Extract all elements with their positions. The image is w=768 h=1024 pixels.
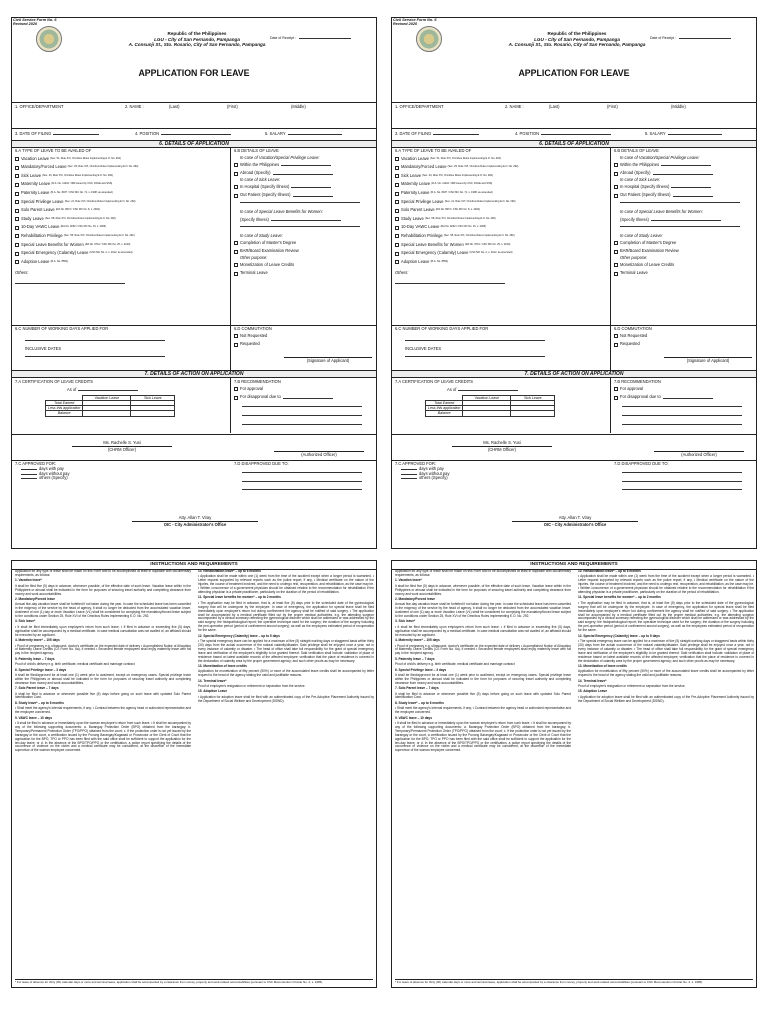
instructions-intro: Application for any type of leave shall be made on this Form and to be accomplished at least in duplicate with documentary requirements, as follows: — [395, 569, 571, 577]
office-field[interactable]: 1. OFFICE/DEPARTMENT — [15, 104, 64, 109]
row-date-position-salary — [392, 128, 756, 140]
requested-checkbox[interactable]: Requested — [234, 340, 376, 349]
date-of-receipt[interactable]: Date of Receipt : — [650, 36, 731, 40]
leave-type-checkbox[interactable]: Adoption Leave (R.A. No. 8552) — [395, 258, 608, 267]
instruction-heading: 11. Special leave benefits for women* – up to 2 months — [578, 595, 661, 600]
instruction-text: Annual five-day vacation leave shall be forfeited if not taken during the year. In case the scheduled leave has been cancelled in the exigency of the service by the head of agency, it shall no longer be deducted from the accumulated vacation leave. Availment of one (1) day or more Vacation Leave (VL) shall be considered for complying the mandatory/forced leave subject to the conditions under Section 25, Rule XVI of the Omnibus Rules Implementing E.O. No. 292. — [15, 602, 191, 619]
terminal-leave-checkbox[interactable]: Terminal Leave — [614, 270, 756, 279]
applicant-signature[interactable]: (Signature of Applicant) — [284, 357, 372, 364]
instruction-text: Proof of employee's resignation or retirement or separation from the service. — [578, 684, 686, 689]
instruction-heading: 3. Sick leave* — [15, 619, 36, 624]
row-office-name: 1. OFFICE/DEPARTMENT 2. NAME : (Last) (First) (Middle) — [392, 102, 756, 117]
form-title: APPLICATION FOR LEAVE — [518, 68, 630, 78]
instruction-text: • It shall be filed in advance or immediately upon the woman employee's return from such leave. • It shall be accompanied by any of the following supporting documents: a. Barangay Protection Order (BPO) obtained from the barangay; b. Temporary/Permanent Protection Order (TPO/PPO) obtained from the court; c. If the protection order is not yet issued by the barangay or the court, a certification issued by the Punong Barangay/Kagawad or Prosecutor or the Clerk of Court that the application for the BPO, TPO or PPO has been filed with the said office shall be sufficient to support the application for the ten-day leave; or d. In the absence of the BPO/TPO/PPO or the certification, a police report specifying the details of the occurrence of violence on the victim and a medical certificate may be considered, at the discretion of the immediate supervisor of the woman employee concerned. — [395, 721, 571, 753]
instruction-heading: 2. Mandatory/Forced leave — [15, 596, 56, 601]
instruction-text: Annual five-day vacation leave shall be forfeited if not taken during the year. In case the scheduled leave has been cancelled in the exigency of the service by the head of agency, it shall no longer be deducted from the accumulated vacation leave. Availment of one (1) day or more Vacation Leave (VL) shall be considered for complying the mandatory/forced leave subject to the conditions under Section 25, Rule XVI of the Omnibus Rules Implementing E.O. No. 292. — [395, 602, 571, 619]
instruction-heading: 4. Maternity leave* – 105 days — [395, 638, 440, 643]
disapproved-due-to: 7.D DISAPPROVED DUE TO: — [234, 462, 376, 492]
leave-type-checkbox[interactable]: Special Emergency (Calamity) Leave (CSC MC No. 2, s. 2012, as amended) — [15, 249, 228, 258]
masters-degree-checkbox[interactable]: Completion of Master's Degree — [614, 239, 756, 248]
instruction-heading: 2. Mandatory/Forced leave — [395, 596, 436, 601]
instructions-intro: Application for any type of leave shall be made on this Form and to be accomplished at least in duplicate with documentary requirements, as follows: — [15, 569, 191, 577]
instruction-heading: 10. Rehabilitation leave* – up to 6 months — [578, 569, 641, 573]
name-field[interactable]: 2. NAME : — [125, 104, 144, 109]
instruction-heading: 1. Vacation leave* — [395, 578, 422, 583]
applicant-signature[interactable]: (Signature of Applicant) — [664, 357, 752, 364]
section-details-band: 6. DETAILS OF APPLICATION — [12, 140, 376, 148]
approved-for: 7.C APPROVED FOR: days with pay days without pay others (Specify) — [15, 461, 70, 481]
within-philippines-checkbox[interactable]: Within the Philippines — [234, 161, 376, 170]
instructions-title: INSTRUCTIONS AND REQUIREMENTS — [12, 561, 376, 570]
instruction-text: • Proof of pregnancy e.g. ultrasound, doctor's certificate on the expected date of delivery • Accomplished Notice of Allocation of Maternity Leave Credits (CS Form No. 6a), if needed • Seconded female employees shall enjoy maternity leave with full pay in the recipient agency. — [395, 643, 571, 656]
leave-type-checkbox[interactable]: Mandatory/Forced Leave (Sec. 25, Rule XVI, Omnibus Rules Implementing E.O. No. 292) — [15, 163, 228, 172]
leave-type-checkbox[interactable]: Vacation Leave (Sec. 51, Rule XVI, Omnibus Rules Implementing E.O. No. 292) — [15, 155, 228, 164]
leave-type-checkbox[interactable]: Maternity Leave (R.A. No. 11210 / IRR issued by CSC, DOLE and SSS) — [395, 181, 608, 190]
leave-details: 6.B DETAILS OF LEAVE In case of Vacation/Special Privilege Leave: Within the Philippines Abroad (Specify) In case of Sick Leave: In Hospital (Specify Illness) Out Patient (Specify Illness) In case of Special Leave Benefits for Women: (Specify Illness) In case of Study Leave: Completion of Master's Degree BAR/Board Examination Review Other purpose: Monetization of Leave Credits Terminal Leave — [234, 149, 376, 278]
leave-type-list: 6.A TYPE OF LEAVE TO BE AVAILED OF Vacation Leave (Sec. 51, Rule XVI, Omnibus Rules Implementing E.O. No. 292) Mandatory/Forced Leave (Sec. 25, Rule XVI, Omnibus Rules Implementing E.O. No. 292) Sick Leave (Sec. 43, Rule XVI, Omnibus Rules Implementing E.O. No. 292) Maternity Leave (R.A. No. 11210 / IRR issued by CSC, DOLE and SSS) Paternity Leave (R.A. No. 8187 / CSC MC No. 71, s. 1998, as amended) Special Privilege Leave (Sec. 21, Rule XVI, Omnibus Rules Implementing E.O. No. 292) Solo Parent Leave (RA No. 8972 / CSC MC No. 8, s. 2004) Study Leave (Sec. 68, Rule XVI, Omnibus Rules Implementing E.O. No. 292) 10-Day VAWC Leave (RA No. 9262 / CSC MC No. 15, s. 2005) Rehabilitation Privilege (Sec. 55, Rule XVI, Omnibus Rules Implementing E.O. No. 292) Special Leave Benefits for Women (RA No. 9710 / CSC MC No. 25, s. 2010) Special Emergency (Calamity) Leave (CSC MC No. 2, s. 2012, as amended) Adoption Leave (R.A. No. 8552) Others: — [395, 149, 608, 286]
leave-type-checkbox[interactable]: Sick Leave (Sec. 43, Rule XVI, Omnibus Rules Implementing E.O. No. 292) — [395, 172, 608, 181]
working-days: 6.C NUMBER OF WORKING DAYS APPLIED FOR INCLUSIVE DATES — [15, 327, 228, 359]
instruction-heading: 14. Terminal leave* — [578, 678, 607, 683]
city-seal-icon — [416, 26, 442, 52]
instruction-heading: 6. Special Privilege leave – 3 days — [395, 667, 447, 672]
out-patient-checkbox[interactable]: Out Patient (Specify Illness) — [234, 191, 376, 200]
name-field[interactable]: 2. NAME : — [505, 104, 524, 109]
instruction-text: Proof of child's delivery e.g. birth certificate, medical certificate and marriage contract — [15, 662, 135, 667]
agency-header: Republic of the Philippines LGU - City of San Fernando, Pampanga A. Consunji St., Sto. Rosario, City of San Fernando, Pampanga — [508, 31, 646, 48]
authorized-officer-signature: (Authorized Officer) — [274, 451, 364, 458]
leave-type-checkbox[interactable]: 10-Day VAWC Leave (RA No. 9262 / CSC MC No. 15, s. 2005) — [395, 224, 608, 233]
instruction-text: • Shall meet the agency's internal requirements, if any; • Contract between the agency head or authorized representative and the employee concerned. — [395, 706, 571, 715]
instructions-footnote: * For leave of absence for thirty (30) calendar days or more and terminal leave, application shall be accompanied by a clearance from money, property and work-related accountabilities (pursuant to CSC Memorandum Circular No. 2, s. 1985). — [15, 979, 373, 985]
row-office-name: 1. OFFICE/DEPARTMENT 2. NAME : (Last) (First) (Middle) — [12, 102, 376, 117]
leave-credits-table: Vacation Leave Sick Leave Total Earned Less this application Balance — [425, 395, 555, 417]
instruction-text: • The special emergency leave can be applied for a maximum of five (5) straight working days or staggered basis within thirty (30) days from the actual occurrence of the natural calamity/disaster. Said privilege shall be enjoyed once a year, not in every instance of calamity or disaster. • The head of office shall take full responsibility for the grant of special emergency leave and verification of the employee's eligibility to be granted thereof. Said verification shall include: validation of place of residence based on latest available records of the affected employee; verification that the place of residence is covered in the declaration of calamity area by the proper government agency; and such other proofs as may be necessary. — [198, 639, 374, 663]
monetization-checkbox[interactable]: Monetization of Leave Credits — [614, 261, 756, 270]
instruction-text: • It shall be filed in advance or immediately upon the woman employee's return from such leave. • It shall be accompanied by any of the following supporting documents: a. Barangay Protection Order (BPO) obtained from the barangay; b. Temporary/Permanent Protection Order (TPO/PPO) obtained from the court; c. If the protection order is not yet issued by the barangay or the court, a certification issued by the Punong Barangay/Kagawad or Prosecutor or the Clerk of Court that the application for the BPO, TPO or PPO has been filed with the said office shall be sufficient to support the application for the ten-day leave; or d. In the absence of the BPO/TPO/PPO or the certification, a police report specifying the details of the occurrence of violence on the victim and a medical certificate may be considered, at the discretion of the immediate supervisor of the woman employee concerned. — [15, 721, 191, 753]
section-action-band: 7. DETAILS OF ACTION ON APPLICATION — [392, 370, 756, 378]
leave-type-checkbox[interactable]: Sick Leave (Sec. 43, Rule XVI, Omnibus Rules Implementing E.O. No. 292) — [15, 172, 228, 181]
instruction-text: It shall be filed five (5) days in advance, whenever possible, of the effective date of such leave. Vacation leave within in the Philippines or abroad shall be indicated in the form for purposes of securing travel authority and completing clearance from money and work accountabilities. — [15, 583, 191, 596]
instruction-heading: 13. Monetization of leave credits — [198, 663, 247, 668]
bar-review-checkbox[interactable]: BAR/Board Examination Review — [234, 248, 376, 257]
instruction-heading: 14. Terminal leave* — [198, 678, 227, 683]
instruction-heading: 7. Solo Parent leave – 7 days — [15, 686, 59, 691]
recommendation: 7.B RECOMMENDATION For approval For disapproval due to — [614, 380, 756, 427]
instruction-heading: 10. Rehabilitation leave* – up to 6 months — [198, 569, 261, 573]
leave-type-checkbox[interactable]: Adoption Leave (R.A. No. 8552) — [15, 258, 228, 267]
approved-for: 7.C APPROVED FOR: days with pay days without pay others (Specify) — [395, 461, 450, 481]
out-patient-checkbox[interactable]: Out Patient (Specify Illness) — [614, 191, 756, 200]
within-philippines-checkbox[interactable]: Within the Philippines — [614, 161, 756, 170]
instruction-heading: 9. VAWC leave – 10 days — [15, 715, 52, 720]
instruction-text: • Application shall be made within one (1) week from the time of the accident except when a longer period is warranted. • Letter request supported by relevant reports such as the police report, if any, • Medical certificate on the nature of the injuries, the course of treatment involved, and the need to undergo rest, recuperation, and rehabilitation, as the case may be. • Written concurrence of a government physician should be obtained relative to the recommendation for rehabilitation if the attending physician is a private practitioner, particularly on the duration of the period of rehabilitation. — [578, 574, 754, 595]
instruction-heading: 9. VAWC leave – 10 days — [395, 715, 432, 720]
leave-type-checkbox[interactable]: Special Leave Benefits for Women (RA No. 9710 / CSC MC No. 25, s. 2010) — [395, 241, 608, 250]
instruction-text: • It shall be filed immediately upon employee's return from such leave. • If filed in advance or exceeding five (5) days, application shall be accompanied by a medical certificate. In case medical consultation was not availed of, an affidavit should be executed by an applicant. — [395, 624, 571, 637]
instructions-panel — [391, 560, 757, 988]
terminal-leave-checkbox[interactable]: Terminal Leave — [234, 270, 376, 279]
leave-application-form — [391, 17, 757, 549]
instruction-heading: 1. Vacation leave* — [15, 578, 42, 583]
instruction-text: It shall be filed/approved for at least one (1) week prior to availment, except on emergency cases. Special privilege leave within the Philippines or abroad shall be indicated in the form for purposes of securing travel authority and completing clearance from money and work accountabilities. — [395, 672, 571, 685]
salary-field[interactable]: 5. SALARY — [265, 132, 342, 137]
city-seal-icon — [36, 26, 62, 52]
date-of-receipt[interactable]: Date of Receipt : — [270, 36, 351, 40]
leave-type-checkbox[interactable]: Paternity Leave (R.A. No. 8187 / CSC MC No. 71, s. 1998, as amended) — [395, 189, 608, 198]
instruction-heading: 5. Paternity leave – 7 days — [15, 656, 55, 661]
leave-credits-table: Vacation Leave Sick Leave Total Earned Less this application Balance — [45, 395, 175, 417]
chrm-officer-signature: Ms. Rachelle S. Yusi (CHRM Officer) — [452, 441, 552, 453]
monetization-checkbox[interactable]: Monetization of Leave Credits — [234, 261, 376, 270]
leave-type-checkbox[interactable]: Rehabilitation Privilege (Sec. 55, Rule XVI, Omnibus Rules Implementing E.O. No. 292) — [395, 232, 608, 241]
authorized-officer-signature: (Authorized Officer) — [654, 451, 744, 458]
form-code: Civil Service Form No. 6 Revised 2020 — [13, 18, 57, 27]
instruction-text: It shall be filed in advance or whenever possible five (5) days before going on such leave with updated Solo Parent Identification Card. — [395, 691, 571, 700]
bar-review-checkbox[interactable]: BAR/Board Examination Review — [614, 248, 756, 257]
leave-type-checkbox[interactable]: Special Leave Benefits for Women (RA No. 9710 / CSC MC No. 25, s. 2010) — [15, 241, 228, 250]
form-title: APPLICATION FOR LEAVE — [138, 68, 250, 78]
instruction-text: • The application may be filed in advance, that is, at least five (5) days prior to the scheduled date of the gynecological surgery that will be undergone by the employee. In case of emergency, the application for special leave shall be filed immediately upon employee's return but during confinement the agency shall be notified of said surgery. • The application shall be accompanied by a medical certificate filled out by the proper medical authorities, e.g. the attending surgeon accompanied by a clinical summary reflecting the gynecological disorder which shall be addressed or was addressed by the said surgery; the histopathological report; the operative technique used for the surgery; the duration of the surgery including the peri-operative period (period of confinement around surgery); as well as the employees estimated period of recuperation for the same. — [578, 600, 754, 633]
leave-type-checkbox[interactable]: Vacation Leave (Sec. 51, Rule XVI, Omnibus Rules Implementing E.O. No. 292) — [395, 155, 608, 164]
for-disapproval-checkbox[interactable]: For disapproval due to — [614, 393, 756, 402]
instruction-text: Proof of child's delivery e.g. birth certificate, medical certificate and marriage contract — [395, 662, 515, 667]
instruction-heading: 4. Maternity leave* – 105 days — [15, 638, 60, 643]
instruction-text: • Application for adoption leave shall be filed with an authenticated copy of the Pre-Adoptive Placement Authority issued by the Department of Social Welfare and Development (DSWD). — [578, 694, 754, 703]
not-requested-checkbox[interactable]: Not Requested — [234, 332, 376, 341]
leave-type-checkbox[interactable]: Study Leave (Sec. 68, Rule XVI, Omnibus Rules Implementing E.O. No. 292) — [15, 215, 228, 224]
leave-type-list: 6.A TYPE OF LEAVE TO BE AVAILED OF Vacation Leave (Sec. 51, Rule XVI, Omnibus Rules Implementing E.O. No. 292) Mandatory/Forced Leave (Sec. 25, Rule XVI, Omnibus Rules Implementing E.O. No. 292) Sick Leave (Sec. 43, Rule XVI, Omnibus Rules Implementing E.O. No. 292) Maternity Leave (R.A. No. 11210 / IRR issued by CSC, DOLE and SSS) Paternity Leave (R.A. No. 8187 / CSC MC No. 71, s. 1998, as amended) Special Privilege Leave (Sec. 21, Rule XVI, Omnibus Rules Implementing E.O. No. 292) Solo Parent Leave (RA No. 8972 / CSC MC No. 8, s. 2004) Study Leave (Sec. 68, Rule XVI, Omnibus Rules Implementing E.O. No. 292) 10-Day VAWC Leave (RA No. 9262 / CSC MC No. 15, s. 2005) Rehabilitation Privilege (Sec. 55, Rule XVI, Omnibus Rules Implementing E.O. No. 292) Special Leave Benefits for Women (RA No. 9710 / CSC MC No. 25, s. 2010) Special Emergency (Calamity) Leave (CSC MC No. 2, s. 2012, as amended) Adoption Leave (R.A. No. 8552) Others: — [15, 149, 228, 286]
for-disapproval-checkbox[interactable]: For disapproval due to — [234, 393, 376, 402]
not-requested-checkbox[interactable]: Not Requested — [614, 332, 756, 341]
approving-authority: Atty. Allan T. Viray OIC - City Administrator's Office — [512, 516, 638, 528]
leave-type-checkbox[interactable]: Rehabilitation Privilege (Sec. 55, Rule XVI, Omnibus Rules Implementing E.O. No. 292) — [15, 232, 228, 241]
disapproved-due-to: 7.D DISAPPROVED DUE TO: — [614, 462, 756, 492]
date-of-filing-field[interactable]: 3. DATE OF FILING — [15, 132, 135, 137]
certification-leave-credits: 7.A CERTIFICATION OF LEAVE CREDITS As of Vacation Leave Sick Leave Total Earned Less this application Balance — [395, 380, 608, 432]
instruction-text: It shall be filed in advance or whenever possible five (5) days before going on such leave with updated Solo Parent Identification Card. — [15, 691, 191, 700]
instructions-footnote: * For leave of absence for thirty (30) calendar days or more and terminal leave, application shall be accompanied by a clearance from money, property and work-related accountabilities (pursuant to CSC Memorandum Circular No. 2, s. 1985). — [395, 979, 753, 985]
leave-type-checkbox[interactable]: Solo Parent Leave (RA No. 8972 / CSC MC No. 8, s. 2004) — [15, 206, 228, 215]
instruction-heading: 13. Monetization of leave credits — [578, 663, 627, 668]
agency-header: Republic of the Philippines LGU - City of San Fernando, Pampanga A. Consunji St., Sto. Rosario, City of San Fernando, Pampanga — [128, 31, 266, 48]
date-of-filing-field[interactable]: 3. DATE OF FILING — [395, 132, 515, 137]
instruction-heading: 5. Paternity leave – 7 days — [395, 656, 435, 661]
instruction-text: Application for monetization of fifty percent (50%) or more of the accumulated leave credits shall be accompanied by letter request to the head of the agency stating the valid and justifiable reasons. — [198, 669, 374, 678]
instruction-heading: 12. Special Emergency (Calamity) leave – up to 5 days — [578, 633, 660, 638]
leave-details: 6.B DETAILS OF LEAVE In case of Vacation/Special Privilege Leave: Within the Philippines Abroad (Specify) In case of Sick Leave: In Hospital (Specify Illness) Out Patient (Specify Illness) In case of Special Leave Benefits for Women: (Specify Illness) In case of Study Leave: Completion of Master's Degree BAR/Board Examination Review Other purpose: Monetization of Leave Credits Terminal Leave — [614, 149, 756, 278]
section-details-band: 6. DETAILS OF APPLICATION — [392, 140, 756, 148]
instruction-heading: 12. Special Emergency (Calamity) leave – up to 5 days — [198, 633, 280, 638]
commutation: 6.D COMMUTATION Not Requested Requested (Signature of Applicant) — [614, 327, 756, 349]
salary-field[interactable]: 5. SALARY — [645, 132, 722, 137]
commutation: 6.D COMMUTATION Not Requested Requested (Signature of Applicant) — [234, 327, 376, 349]
instruction-text: • The special emergency leave can be applied for a maximum of five (5) straight working days or staggered basis within thirty (30) days from the actual occurrence of the natural calamity/disaster. Said privilege shall be enjoyed once a year, not in every instance of calamity or disaster. • The head of office shall take full responsibility for the grant of special emergency leave and verification of the employee's eligibility to be granted thereof. Said verification shall include: validation of place of residence based on latest available records of the affected employee; verification that the place of residence is covered in the declaration of calamity area by the proper government agency; and such other proofs as may be necessary. — [578, 639, 754, 663]
instruction-text: It shall be filed/approved for at least one (1) week prior to availment, except on emergency cases. Special privilege leave within the Philippines or abroad shall be indicated in the form for purposes of securing travel authority and completing clearance from money and work accountabilities. — [15, 672, 191, 685]
leave-application-form — [11, 17, 377, 549]
instruction-text: • Shall meet the agency's internal requirements, if any; • Contract between the agency head or authorized representative and the employee concerned. — [15, 706, 191, 715]
instruction-heading: 8. Study leave* – up to 6 months — [395, 700, 444, 705]
form-code: Civil Service Form No. 6 Revised 2020 — [393, 18, 437, 27]
leave-type-checkbox[interactable]: Special Privilege Leave (Sec. 21, Rule XVI, Omnibus Rules Implementing E.O. No. 292) — [395, 198, 608, 207]
position-field[interactable]: 4. POSITION — [515, 132, 645, 137]
for-approval-checkbox[interactable]: For approval — [614, 385, 756, 394]
section-action-band: 7. DETAILS OF ACTION ON APPLICATION — [12, 370, 376, 378]
instruction-text: • Application for adoption leave shall be filed with an authenticated copy of the Pre-Adoptive Placement Authority issued by the Department of Social Welfare and Development (DSWD). — [198, 694, 374, 703]
instruction-text: • It shall be filed immediately upon employee's return from such leave. • If filed in advance or exceeding five (5) days, application shall be accompanied by a medical certificate. In case medical consultation was not availed of, an affidavit should be executed by an applicant. — [15, 624, 191, 637]
abroad-checkbox[interactable]: Abroad (Specify) — [234, 169, 376, 178]
approving-authority: Atty. Allan T. Viray OIC - City Administrator's Office — [132, 516, 258, 528]
requested-checkbox[interactable]: Requested — [614, 340, 756, 349]
instruction-heading: 8. Study leave* – up to 6 months — [15, 700, 64, 705]
leave-type-checkbox[interactable]: Paternity Leave (R.A. No. 8187 / CSC MC No. 71, s. 1998, as amended) — [15, 189, 228, 198]
instruction-heading: 15. Adoption Leave — [198, 689, 228, 694]
in-hospital-checkbox[interactable]: In Hospital (Specify Illness) — [234, 183, 376, 192]
instructions-panel — [11, 560, 377, 988]
leave-type-checkbox[interactable]: Maternity Leave (R.A. No. 11210 / IRR issued by CSC, DOLE and SSS) — [15, 181, 228, 190]
abroad-checkbox[interactable]: Abroad (Specify) — [614, 169, 756, 178]
certification-leave-credits: 7.A CERTIFICATION OF LEAVE CREDITS As of Vacation Leave Sick Leave Total Earned Less this application Balance — [15, 380, 228, 432]
in-hospital-checkbox[interactable]: In Hospital (Specify Illness) — [614, 183, 756, 192]
instruction-heading: 3. Sick leave* — [395, 619, 416, 624]
instructions-title: INSTRUCTIONS AND REQUIREMENTS — [392, 561, 756, 570]
instruction-text: • The application may be filed in advance, that is, at least five (5) days prior to the scheduled date of the gynecological surgery that will be undergone by the employee. In case of emergency, the application for special leave shall be filed immediately upon employee's return but during confinement the agency shall be notified of said surgery. • The application shall be accompanied by a medical certificate filled out by the proper medical authorities, e.g. the attending surgeon accompanied by a clinical summary reflecting the gynecological disorder which shall be addressed or was addressed by the said surgery; the histopathological report; the operative technique used for the surgery; the duration of the surgery including the peri-operative period (period of confinement around surgery); as well as the employees estimated period of recuperation for the same. — [198, 600, 374, 633]
instruction-text: • Proof of pregnancy e.g. ultrasound, doctor's certificate on the expected date of delivery • Accomplished Notice of Allocation of Maternity Leave Credits (CS Form No. 6a), if needed • Seconded female employees shall enjoy maternity leave with full pay in the recipient agency. — [15, 643, 191, 656]
instruction-heading: 15. Adoption Leave — [578, 689, 608, 694]
instruction-heading: 11. Special leave benefits for women* – up to 2 months — [198, 595, 281, 600]
masters-degree-checkbox[interactable]: Completion of Master's Degree — [234, 239, 376, 248]
leave-type-checkbox[interactable]: Special Emergency (Calamity) Leave (CSC MC No. 2, s. 2012, as amended) — [395, 249, 608, 258]
instruction-text: Proof of employee's resignation or retirement or separation from the service. — [198, 684, 306, 689]
instruction-text: Application for monetization of fifty percent (50%) or more of the accumulated leave credits shall be accompanied by letter request to the head of the agency stating the valid and justifiable reasons. — [578, 669, 754, 678]
working-days: 6.C NUMBER OF WORKING DAYS APPLIED FOR INCLUSIVE DATES — [395, 327, 608, 359]
for-approval-checkbox[interactable]: For approval — [234, 385, 376, 394]
leave-type-checkbox[interactable]: Special Privilege Leave (Sec. 21, Rule XVI, Omnibus Rules Implementing E.O. No. 292) — [15, 198, 228, 207]
row-date-position-salary — [12, 128, 376, 140]
leave-type-checkbox[interactable]: Study Leave (Sec. 68, Rule XVI, Omnibus Rules Implementing E.O. No. 292) — [395, 215, 608, 224]
instruction-text: It shall be filed five (5) days in advance, whenever possible, of the effective date of such leave. Vacation leave within in the Philippines or abroad shall be indicated in the form for purposes of securing travel authority and completing clearance from money and work accountabilities. — [395, 583, 571, 596]
leave-type-checkbox[interactable]: Solo Parent Leave (RA No. 8972 / CSC MC No. 8, s. 2004) — [395, 206, 608, 215]
office-field[interactable]: 1. OFFICE/DEPARTMENT — [395, 104, 444, 109]
recommendation: 7.B RECOMMENDATION For approval For disapproval due to — [234, 380, 376, 427]
leave-type-checkbox[interactable]: 10-Day VAWC Leave (RA No. 9262 / CSC MC No. 15, s. 2005) — [15, 224, 228, 233]
chrm-officer-signature: Ms. Rachelle S. Yusi (CHRM Officer) — [72, 441, 172, 453]
position-field[interactable]: 4. POSITION — [135, 132, 265, 137]
instruction-text: • Application shall be made within one (1) week from the time of the accident except when a longer period is warranted. • Letter request supported by relevant reports such as the police report, if any, • Medical certificate on the nature of the injuries, the course of treatment involved, and the need to undergo rest, recuperation, and rehabilitation, as the case may be. • Written concurrence of a government physician should be obtained relative to the recommendation for rehabilitation if the attending physician is a private practitioner, particularly on the duration of the period of rehabilitation. — [198, 574, 374, 595]
instruction-heading: 7. Solo Parent leave – 7 days — [395, 686, 439, 691]
leave-type-checkbox[interactable]: Mandatory/Forced Leave (Sec. 25, Rule XVI, Omnibus Rules Implementing E.O. No. 292) — [395, 163, 608, 172]
instruction-heading: 6. Special Privilege leave – 3 days — [15, 667, 67, 672]
